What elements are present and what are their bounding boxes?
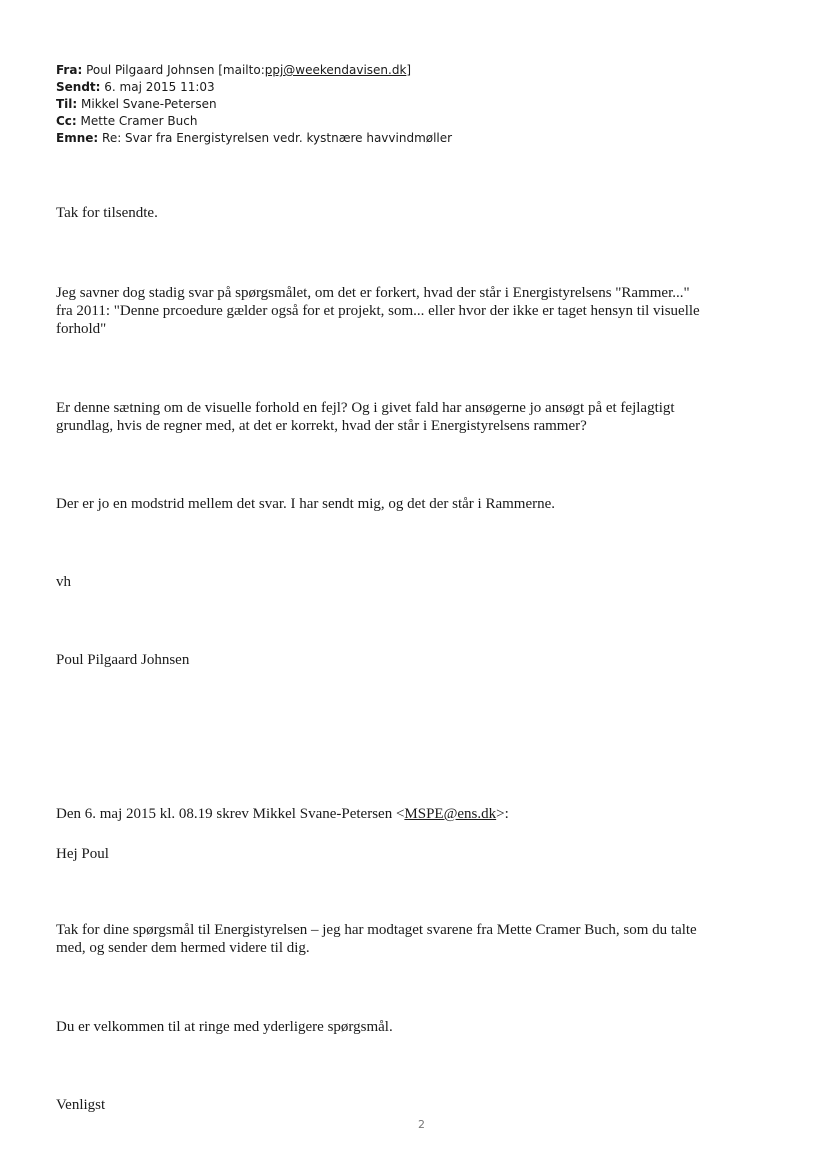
email-from-line <box>56 63 411 78</box>
page-number: 2 <box>418 1118 425 1131</box>
email-to-line <box>56 97 217 112</box>
signature-name: Poul Pilgaard Johnsen <box>56 652 190 668</box>
paragraph-question-line-3: forhold" <box>56 321 107 337</box>
paragraph-error-line-1: Er denne sætning om de visuelle forhold en fejl? Og i givet fald har ansøgerne jo ansøgt på et fejlagtigt <box>56 400 675 416</box>
subject-value: Re: Svar fra Energistyrelsen vedr. kystnære havvindmøller <box>102 131 453 145</box>
paragraph-error-line-2: grundlag, hvis de regner med, at det er korrekt, hvad der står i Energistyrelsens rammer? <box>56 418 587 434</box>
quote-intro-end: >: <box>496 806 509 822</box>
paragraph-error <box>56 399 786 435</box>
quote-email-link[interactable]: MSPE@ens.dk <box>404 806 497 822</box>
paragraph-answers-line-1: Tak for dine spørgsmål til Energistyrelsen – jeg har modtaget svarene fra Mette Cramer Buch, som du talte <box>56 922 697 938</box>
email-cc-line <box>56 114 197 129</box>
email-subject-line <box>56 131 452 146</box>
greeting: Hej Poul <box>56 846 109 862</box>
quote-intro <box>56 805 786 823</box>
paragraph-contradiction: Der er jo en modstrid mellem det svar. I har sendt mig, og det der står i Rammerne. <box>56 496 556 512</box>
closing-vh: vh <box>56 574 71 590</box>
from-name: Poul Pilgaard Johnsen [mailto: <box>86 63 265 77</box>
paragraph-question <box>56 284 786 338</box>
paragraph-welcome: Du er velkommen til at ringe med yderligere spørgsmål. <box>56 1019 393 1035</box>
subject-label: Emne: <box>56 131 99 145</box>
cc-label: Cc: <box>56 114 77 128</box>
email-sent-line <box>56 80 215 95</box>
paragraph-question-line-1: Jeg savner dog stadig svar på spørgsmålet, om det er forkert, hvad der står i Energistyrelsens "Rammer..." <box>56 285 690 301</box>
sent-label: Sendt: <box>56 80 101 94</box>
paragraph-thanks: Tak for tilsendte. <box>56 205 158 221</box>
paragraph-question-line-2: fra 2011: "Denne prcoedure gælder også for et projekt, som... eller hvor der ikke er taget hensyn til visuelle <box>56 303 700 319</box>
sent-value: 6. maj 2015 11:03 <box>104 80 215 94</box>
from-close: ] <box>406 63 412 77</box>
quote-intro-text: Den 6. maj 2015 kl. 08.19 skrev Mikkel Svane-Petersen < <box>56 806 405 822</box>
paragraph-answers-line-2: med, og sender dem hermed videre til dig. <box>56 940 310 956</box>
paragraph-answers <box>56 921 786 957</box>
to-value: Mikkel Svane-Petersen <box>81 97 217 111</box>
from-email-link[interactable]: ppj@weekendavisen.dk <box>264 63 407 77</box>
to-label: Til: <box>56 97 78 111</box>
cc-value: Mette Cramer Buch <box>80 114 198 128</box>
closing-venligst: Venligst <box>56 1097 106 1113</box>
from-label: Fra: <box>56 63 83 77</box>
